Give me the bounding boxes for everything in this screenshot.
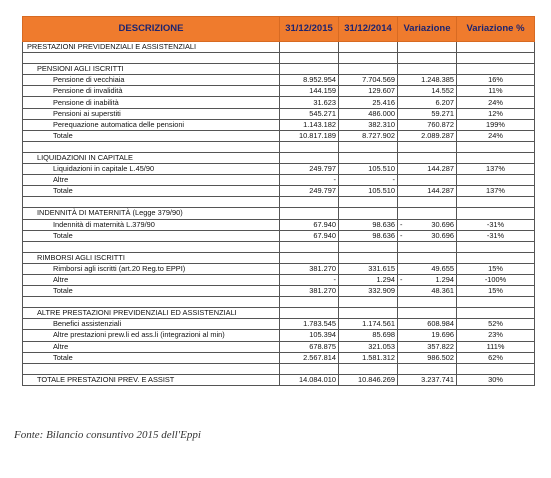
value-2015: 381.270 <box>280 286 339 297</box>
prestazioni-table <box>22 16 535 386</box>
value-2014: 10.846.269 <box>339 374 398 385</box>
row-label: Indennità di maternità L.379/90 <box>23 219 280 230</box>
value-variazione: 2.089.287 <box>398 130 457 141</box>
row-label: Altre <box>23 175 280 186</box>
spacer-row <box>23 241 535 252</box>
value-2015: 249.797 <box>280 164 339 175</box>
total-row <box>23 130 535 141</box>
value-2014: 382.310 <box>339 119 398 130</box>
value-2015: 14.084.010 <box>280 374 339 385</box>
row-label: Totale <box>23 286 280 297</box>
row-label: Totale <box>23 352 280 363</box>
value-variazione-pct: 11% <box>457 86 535 97</box>
spacer-row <box>23 53 535 64</box>
value-variazione <box>398 175 457 186</box>
value-2014: 85.698 <box>339 330 398 341</box>
spacer-row <box>23 297 535 308</box>
value-variazione-pct: 137% <box>457 186 535 197</box>
value-2014: 105.510 <box>339 186 398 197</box>
value-2014: 7.704.569 <box>339 75 398 86</box>
value-variazione: 357.822 <box>398 341 457 352</box>
value-2014: 129.607 <box>339 86 398 97</box>
value-2015: 545.271 <box>280 108 339 119</box>
row-label: Pensione di vecchiaia <box>23 75 280 86</box>
source-note: Fonte: Bilancio consuntivo 2015 dell'Eppi <box>14 429 201 441</box>
value-variazione-pct: 111% <box>457 341 535 352</box>
value-2014: 8.727.902 <box>339 130 398 141</box>
value-variazione: 49.655 <box>398 263 457 274</box>
row-label: Altre <box>23 274 280 285</box>
group-title: PENSIONI AGLI ISCRITTI <box>23 64 280 75</box>
variation-sign: - <box>400 219 403 229</box>
header-2014: 31/12/2014 <box>339 17 398 42</box>
table-row <box>23 97 535 108</box>
group-title-row <box>23 208 535 219</box>
value-variazione-pct: 15% <box>457 263 535 274</box>
value-variazione: 6.207 <box>398 97 457 108</box>
value-2015: - <box>280 274 339 285</box>
row-label: Pensione di inabilità <box>23 97 280 108</box>
row-label: Totale <box>23 186 280 197</box>
value-2015: 105.394 <box>280 330 339 341</box>
group-title-row <box>23 252 535 263</box>
value-2014: 1.294 <box>339 274 398 285</box>
variation-sign: - <box>400 274 403 284</box>
table-row <box>23 319 535 330</box>
spacer-row <box>23 363 535 374</box>
value-variazione <box>398 274 457 285</box>
row-label: Altre prestazioni prew.li ed ass.li (integrazioni al min) <box>23 330 280 341</box>
group-title: ALTRE PRESTAZIONI PREVIDENZIALI ED ASSISTENZIALI <box>23 308 280 319</box>
value-2015: 31.623 <box>280 97 339 108</box>
value-variazione-pct: 137% <box>457 164 535 175</box>
header-row <box>23 17 535 42</box>
value-variazione-pct: 24% <box>457 130 535 141</box>
table-row <box>23 164 535 175</box>
spacer-row <box>23 197 535 208</box>
value-2015: 67.940 <box>280 219 339 230</box>
table-row <box>23 341 535 352</box>
value-2015: 2.567.814 <box>280 352 339 363</box>
total-row <box>23 186 535 197</box>
value-variazione-pct: 199% <box>457 119 535 130</box>
table-row <box>23 330 535 341</box>
header-descrizione: DESCRIZIONE <box>23 17 280 42</box>
group-title-row <box>23 152 535 163</box>
group-title: LIQUIDAZIONI IN CAPITALE <box>23 152 280 163</box>
value-variazione: 144.287 <box>398 164 457 175</box>
grand-total-row <box>23 374 535 385</box>
variation-value: 1.294 <box>435 275 454 285</box>
total-row <box>23 352 535 363</box>
row-label: Rimborsi agli iscritti (art.20 Reg.to EPPI) <box>23 263 280 274</box>
section-main-title: PRESTAZIONI PREVIDENZIALI E ASSISTENZIALI <box>23 42 280 53</box>
header-2015: 31/12/2015 <box>280 17 339 42</box>
value-variazione-pct: 30% <box>457 374 535 385</box>
value-variazione-pct: 12% <box>457 108 535 119</box>
table-body <box>23 42 535 386</box>
row-label: Totale <box>23 230 280 241</box>
value-2015: 249.797 <box>280 186 339 197</box>
value-2015: 10.817.189 <box>280 130 339 141</box>
row-label: Totale <box>23 130 280 141</box>
value-variazione: 48.361 <box>398 286 457 297</box>
value-variazione-pct: 24% <box>457 97 535 108</box>
financial-table-sheet <box>22 16 534 386</box>
value-2014: - <box>339 175 398 186</box>
value-2014: 1.581.312 <box>339 352 398 363</box>
value-variazione: 19.696 <box>398 330 457 341</box>
table-row <box>23 86 535 97</box>
header-variazione: Variazione <box>398 17 457 42</box>
value-variazione-pct: -31% <box>457 219 535 230</box>
value-variazione: 1.248.385 <box>398 75 457 86</box>
variation-sign: - <box>400 230 403 240</box>
spacer-row <box>23 141 535 152</box>
value-2015: 678.875 <box>280 341 339 352</box>
row-label: Benefici assistenziali <box>23 319 280 330</box>
value-variazione: 608.984 <box>398 319 457 330</box>
table-row <box>23 75 535 86</box>
group-title-row <box>23 308 535 319</box>
value-2015: - <box>280 175 339 186</box>
value-variazione-pct: -31% <box>457 230 535 241</box>
table-row <box>23 108 535 119</box>
table-row <box>23 119 535 130</box>
value-2014: 98.636 <box>339 219 398 230</box>
value-variazione: 986.502 <box>398 352 457 363</box>
value-variazione-pct <box>457 175 535 186</box>
group-title-row <box>23 64 535 75</box>
table-row <box>23 175 535 186</box>
row-label: TOTALE PRESTAZIONI PREV. E ASSIST <box>23 374 280 385</box>
value-2014: 25.416 <box>339 97 398 108</box>
value-variazione: 760.872 <box>398 119 457 130</box>
value-2015: 381.270 <box>280 263 339 274</box>
table-row <box>23 219 535 230</box>
total-row <box>23 286 535 297</box>
value-variazione-pct: -100% <box>457 274 535 285</box>
group-title: INDENNITÀ DI MATERNITÀ (Legge 379/90) <box>23 208 280 219</box>
group-title: RIMBORSI AGLI ISCRITTI <box>23 252 280 263</box>
section-main-row <box>23 42 535 53</box>
value-2014: 1.174.561 <box>339 319 398 330</box>
total-row <box>23 230 535 241</box>
value-variazione: 59.271 <box>398 108 457 119</box>
value-variazione: 14.552 <box>398 86 457 97</box>
value-variazione-pct: 62% <box>457 352 535 363</box>
value-variazione <box>398 219 457 230</box>
value-variazione <box>398 230 457 241</box>
value-2015: 1.783.545 <box>280 319 339 330</box>
value-variazione-pct: 23% <box>457 330 535 341</box>
header-variazione-pct: Variazione % <box>457 17 535 42</box>
row-label: Perequazione automatica delle pensioni <box>23 119 280 130</box>
value-variazione: 3.237.741 <box>398 374 457 385</box>
value-variazione: 144.287 <box>398 186 457 197</box>
row-label: Altre <box>23 341 280 352</box>
value-2014: 486.000 <box>339 108 398 119</box>
value-2015: 8.952.954 <box>280 75 339 86</box>
value-variazione-pct: 52% <box>457 319 535 330</box>
value-variazione-pct: 16% <box>457 75 535 86</box>
table-row <box>23 274 535 285</box>
row-label: Liquidazioni in capitale L.45/90 <box>23 164 280 175</box>
variation-value: 30.696 <box>431 219 454 229</box>
value-2014: 332.909 <box>339 286 398 297</box>
value-2015: 1.143.182 <box>280 119 339 130</box>
value-variazione-pct: 15% <box>457 286 535 297</box>
value-2015: 144.159 <box>280 86 339 97</box>
row-label: Pensioni ai superstiti <box>23 108 280 119</box>
table-row <box>23 263 535 274</box>
variation-value: 30.696 <box>431 230 454 240</box>
value-2015: 67.940 <box>280 230 339 241</box>
value-2014: 321.053 <box>339 341 398 352</box>
value-2014: 331.615 <box>339 263 398 274</box>
value-2014: 98.636 <box>339 230 398 241</box>
row-label: Pensione di invalidità <box>23 86 280 97</box>
value-2014: 105.510 <box>339 164 398 175</box>
